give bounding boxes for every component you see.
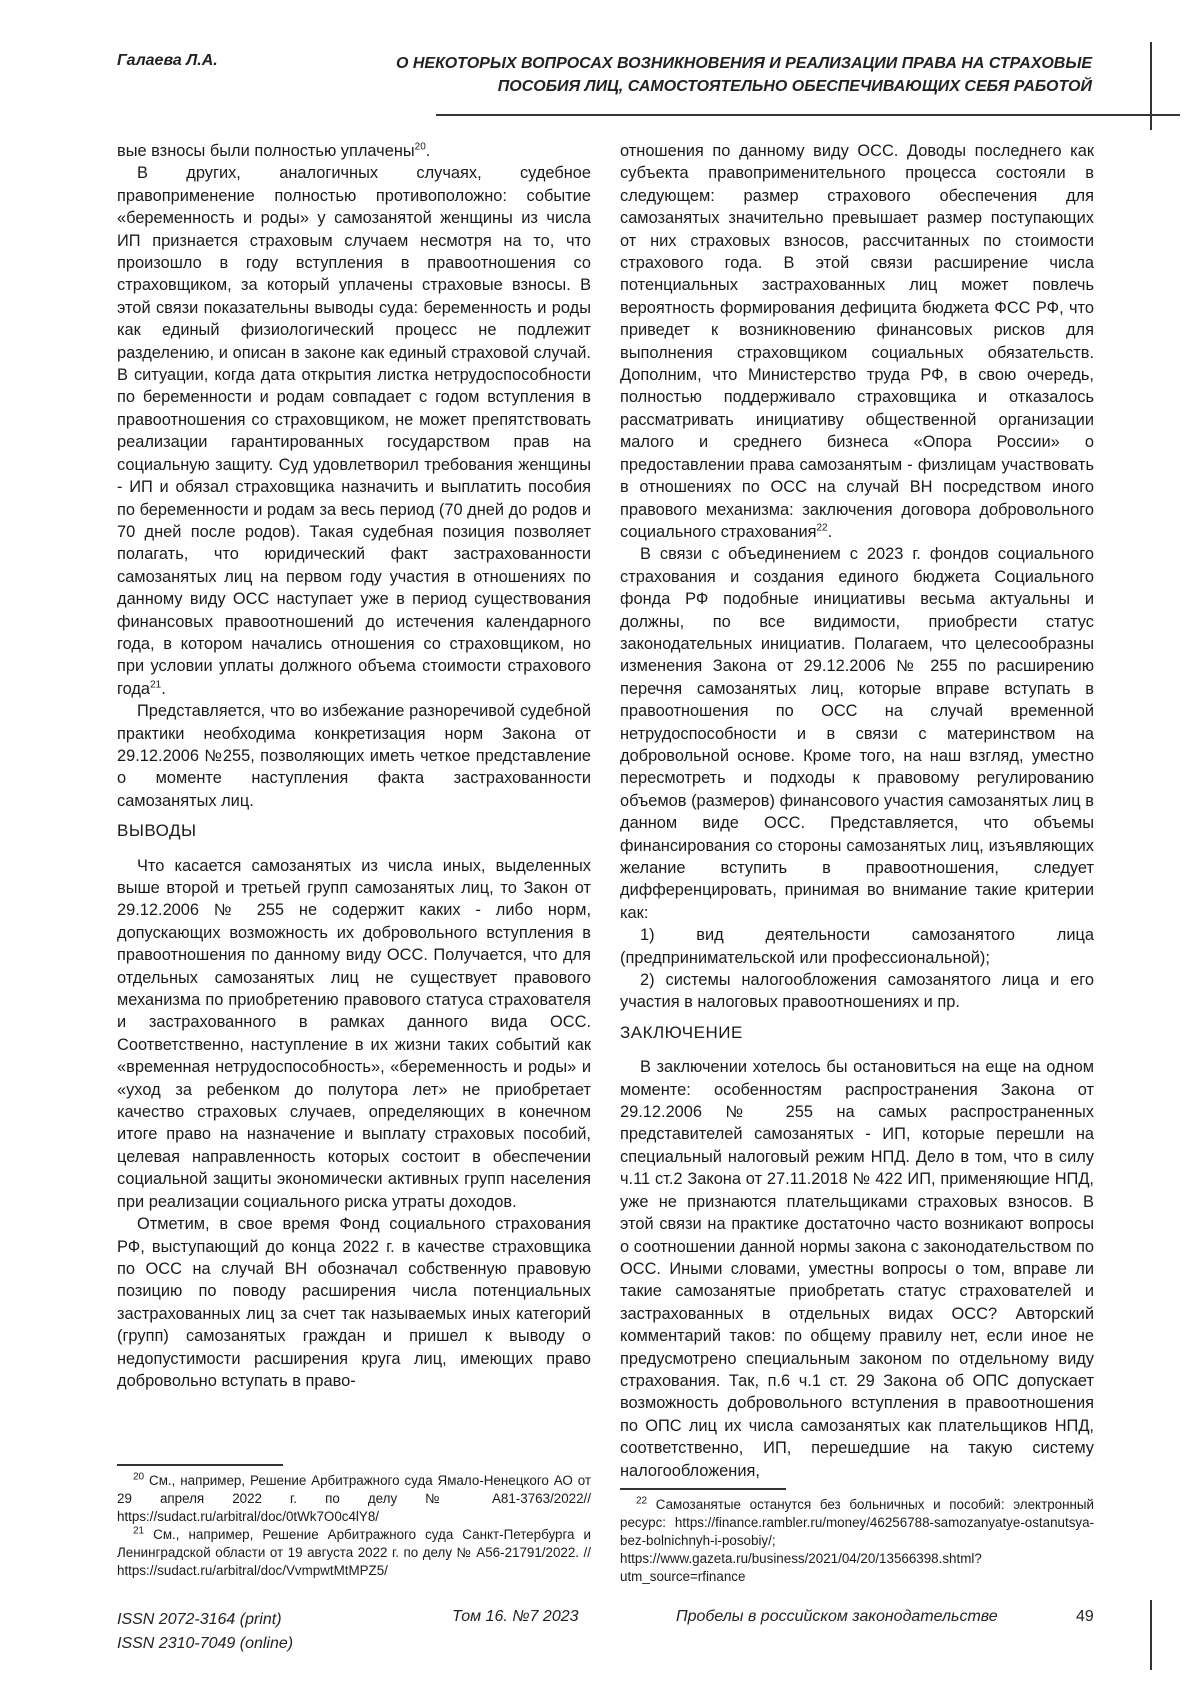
punct: . — [426, 142, 431, 160]
paragraph — [620, 140, 1094, 543]
footnote-separator-left — [117, 1464, 283, 1466]
footer-journal: Пробелы в российском законодательстве — [676, 1608, 998, 1626]
footnote-ref: 20 — [415, 142, 426, 153]
left-column — [117, 140, 591, 1392]
issn-online: ISSN 2310-7049 (online) — [117, 1632, 293, 1656]
footnote-number: 21 — [133, 1526, 144, 1537]
footnote-separator-right — [620, 1488, 786, 1490]
paragraph-text: вые взносы были полностью уплачены — [117, 142, 415, 160]
paragraph-text: В других, аналогичных случаях, судебное правоприменение полностью противоположно: событие «беременность и роды» у самозанятой женщины из числа ИП признается страховым случаем несмотря на то, что произошло в году вступления в правоотношения со страховщиком, за который уплачены страховые взносы. В этой связи показательны выводы суда: беременность и роды как единый физиологический процесс не подлежит разделению, и описан в законе как единый страховой случай. В ситуации, когда дата открытия листка нетрудоспособности по беременности и родам совпадает с годом вступления в правоотношения со страховщиком, не может препятствовать реализации гарантированных государством прав на социальную защиту. Суд удовлетворил требования женщины - ИП и обязал страховщика назначить и выплатить пособия по беременности и родам за весь период (70 дней до родов и 70 дней после родов). Такая судебная позиция позволяет полагать, что юридический факт застрахованности самозанятых лиц на первом году участия в отношениях по данному виду ОСС наступает уже в период существования финансовых правоотношений до истечения календарного года, в котором начались отношения со страховщиком, но при условии уплаты должного объема стоимости страхового года — [117, 164, 591, 697]
footer-vertical-rule — [1150, 1600, 1152, 1670]
paragraph: В связи с объединением с 2023 г. фондов социального страхования и создания единого бюджета Социального фонда РФ подобные инициативы весьма актуальны и должны, по все видимости, приобрести статус законодательных инициатив. Полагаем, что целесообразны изменения Закона от 29.12.2006 № 255 по расширению перечня самозанятых лиц, которые вправе вступать в правоотношения по ОСС на случай временной нетрудоспособности и в связи с материнством на добровольной основе. Кроме того, на наш взгляд, уместно пересмотреть и подходы к правовому регулированию объемов (размеров) финансового участия самозанятых лиц в данном виде ОСС. Представляется, что объемы финансирования со стороны самозанятых лиц, изъявляющих желание вступить в правоотношения, следует дифференцировать, принимая во внимание такие критерии как: — [620, 543, 1094, 924]
issn-print: ISSN 2072-3164 (print) — [117, 1608, 293, 1632]
footer-volume: Том 16. №7 2023 — [452, 1608, 579, 1626]
punct: . — [161, 680, 166, 698]
paragraph-text: отношения по данному виду ОСС. Доводы последнего как субъекта правоприменительного процесса состояли в следующем: размер страхового обеспечения для самозанятых значительно превышает размер поступающих от них страховых взносов, рассчитанных по стоимости страхового года. В этой связи расширение числа потенциальных застрахованных лиц может повлечь вероятность формирования дефицита бюджета ФСС РФ, что приведет к возникновению финансовых рисков для выполнения страховщиком социальных обязательств. Дополним, что Министерство труда РФ, в свою очередь, полностью поддерживало страховщика и отказалось рассматривать инициативу общественной организации малого и среднего бизнеса «Опора России» о предоставлении права самозанятым - физлицам участвовать в отношениях по ОСС на случай ВН посредством иного правового механизма: заключения договора добровольного социального страхования — [620, 142, 1094, 541]
paragraph: Что касается самозанятых из числа иных, выделенных выше второй и третьей групп самозанятых лиц, то Закон от 29.12.2006 № 255 не содержит каких - либо норм, допускающих возможность их добровольного вступления в правоотношения по данному виду ОСС. Получается, что для отдельных самозанятых лиц не существует правового механизма по приобретению правового статуса страхователя и застрахованного в рамках данного вида ОСС. Соответственно, наступление в их жизни таких событий как «временная нетрудоспособность», «беременность и роды» и «уход за ребенком до полутора лет» не приобретает качество страховых случаев, определяющих в конечном итоге право на назначение и выплату страховых пособий, целевая направленность которых состоит в обеспечении социальной защиты экономически активных групп населения при реализации социального риска утраты доходов. — [117, 855, 591, 1214]
running-header-title — [292, 52, 1092, 98]
footnote-ref: 21 — [150, 679, 161, 690]
paragraph: Представляется, что во избежание разноречивой судебной практики необходима конкретизация норм Закона от 29.12.2006 №255, позволяющих иметь четкое представление о моменте наступления факта застрахованности самозанятых лиц. — [117, 700, 591, 812]
paragraph: Отметим, в свое время Фонд социального страхования РФ, выступающий до конца 2022 г. в качестве страховщика по ОСС на случай ВН обозначал собственную правовую позицию по поводу расширения числа потенциальных застрахованных лиц за счет так называемых иных категорий (групп) самозанятых граждан и пришел к выводу о недопустимости расширения круга лиц, имеющих право добровольно вступать в право- — [117, 1213, 591, 1392]
footnote-number: 22 — [636, 1496, 647, 1507]
header-rule — [436, 114, 1180, 116]
paragraph — [117, 140, 591, 162]
footnote-text: Самозанятые останутся без больничных и пособий: электронный ресурс: https://finance.rambler.ru/money/46256788-samozanyatye-ostanutsya-bez-bolnichnyh-i-posobiy/; https://www.gazeta.ru/business/2021/04/20/13566398.shtml?utm_source=rfinance — [620, 1497, 1094, 1584]
section-heading-summary: ЗАКЛЮЧЕНИЕ — [620, 1022, 1094, 1044]
footnote-ref: 22 — [817, 522, 828, 533]
title-line-1: О НЕКОТОРЫХ ВОПРОСАХ ВОЗНИКНОВЕНИЯ И РЕАЛИЗАЦИИ ПРАВА НА СТРАХОВЫЕ — [292, 52, 1092, 75]
title-line-2: ПОСОБИЯ ЛИЦ, САМОСТОЯТЕЛЬНО ОБЕСПЕЧИВАЮЩИХ СЕБЯ РАБОТОЙ — [292, 75, 1092, 98]
header-vertical-rule — [1150, 42, 1152, 130]
footnote-text: См., например, Решение Арбитражного суда Санкт-Петербурга и Ленинградской области от 19 августа 2022 г. по делу № А56-21791/2022. // https://sudact.ru/arbitral/doc/VvmpwtMtMPZ5/ — [117, 1527, 591, 1578]
footnote — [620, 1496, 1094, 1586]
list-item: 2) системы налогообложения самозанятого лица и его участия в налоговых правоотношениях и пр. — [620, 969, 1094, 1014]
footnote — [117, 1472, 591, 1526]
footnotes-left — [117, 1472, 591, 1580]
footnotes-right — [620, 1496, 1094, 1586]
footer-issn — [117, 1608, 293, 1656]
paragraph — [117, 162, 591, 700]
paragraph: В заключении хотелось бы остановиться на еще на одном моменте: особенностям распространения Закона от 29.12.2006 № 255 на самых распространенных представителей самозанятых - ИП, которые перешли на специальный налоговый режим НПД. Дело в том, что в силу ч.11 ст.2 Закона от 27.11.2018 № 422 ИП, применяющие НПД, уже не признаются плательщиками страховых взносов. В этой связи на практике достаточно часто возникают вопросы о соотношении данной нормы закона с законодательством по ОСС. Иными словами, уместны вопросы о том, вправе ли такие самозанятые приобретать статус страхователей и застрахованных в отдельных видах ОСС? Авторский комментарий таков: по общему правилу нет, если иное не предусмотрено специальным законом по отдельному виду страхования. Так, п.6 ч.1 ст. 29 Закона об ОПС допускает возможность добровольного вступления в правоотношения по ОПС лиц их числа самозанятых как плательщиков НПД, соответственно, ИП, перешедшие на такую систему налогообложения, — [620, 1056, 1094, 1482]
list-item: 1) вид деятельности самозанятого лица (предпринимательской или профессиональной); — [620, 924, 1094, 969]
punct: . — [828, 523, 833, 541]
footnote-text: См., например, Решение Арбитражного суда Ямало-Ненецкого АО от 29 апреля 2022 г. по делу № А81-3763/2022// https://sudact.ru/arbitral/doc/0tWk7O0c4lY8/ — [117, 1473, 591, 1524]
footnote-number: 20 — [133, 1472, 144, 1483]
right-column — [620, 140, 1094, 1482]
footnote — [117, 1526, 591, 1580]
running-header-author: Галаева Л.А. — [117, 52, 218, 70]
page-number: 49 — [1076, 1608, 1094, 1626]
section-heading-conclusions: ВЫВОДЫ — [117, 820, 591, 842]
